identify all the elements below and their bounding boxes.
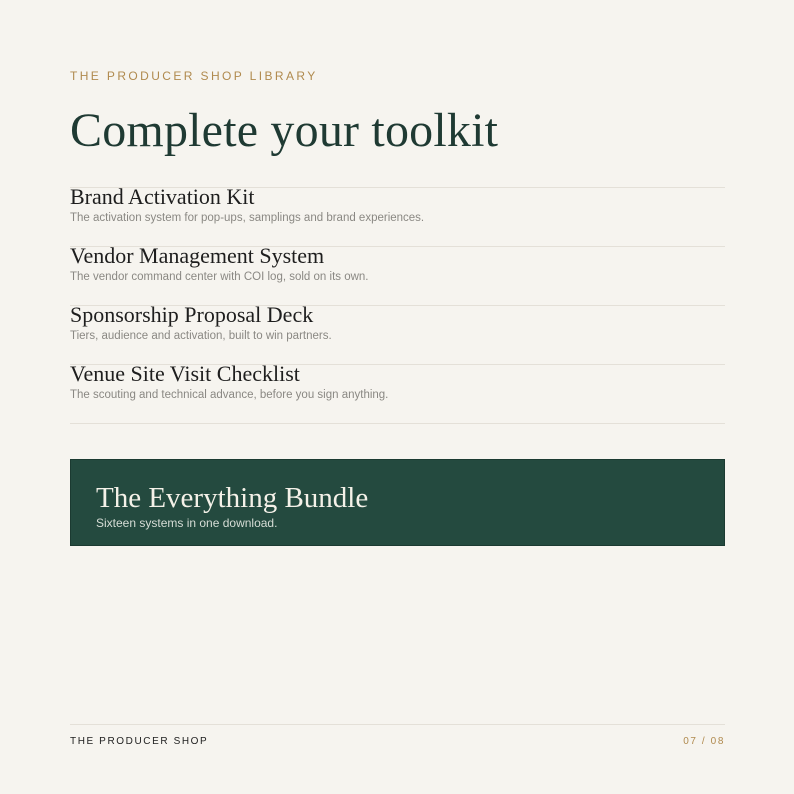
bundle-card[interactable] — [70, 459, 725, 546]
product-item-venue-site-visit-checklist[interactable] — [70, 361, 725, 423]
footer — [70, 724, 725, 755]
page-number: 07 / 08 — [683, 736, 725, 747]
page — [70, 0, 725, 794]
product-list-divider — [70, 423, 725, 424]
product-description: The scouting and technical advance, before you sign anything. — [70, 389, 389, 401]
product-item-sponsorship-proposal-deck[interactable] — [70, 302, 725, 364]
footer-brand: THE PRODUCER SHOP — [70, 736, 209, 747]
product-name: Venue Site Visit Checklist — [70, 361, 300, 386]
product-list — [70, 184, 725, 424]
bundle-title: The Everything Bundle — [96, 482, 369, 514]
product-name: Vendor Management System — [70, 243, 325, 268]
product-item-vendor-management-system[interactable] — [70, 243, 725, 305]
product-name: Sponsorship Proposal Deck — [70, 302, 314, 327]
bundle-subtitle: Sixteen systems in one download. — [96, 516, 278, 530]
eyebrow-label: THE PRODUCER SHOP LIBRARY — [70, 69, 318, 83]
page-title: Complete your toolkit — [70, 104, 499, 157]
product-description: The activation system for pop-ups, samplings and brand experiences. — [70, 212, 425, 224]
product-item-brand-activation-kit[interactable] — [70, 184, 725, 246]
product-description: The vendor command center with COI log, sold on its own. — [70, 271, 369, 283]
product-description: Tiers, audience and activation, built to win partners. — [70, 330, 332, 342]
product-name: Brand Activation Kit — [70, 184, 255, 209]
